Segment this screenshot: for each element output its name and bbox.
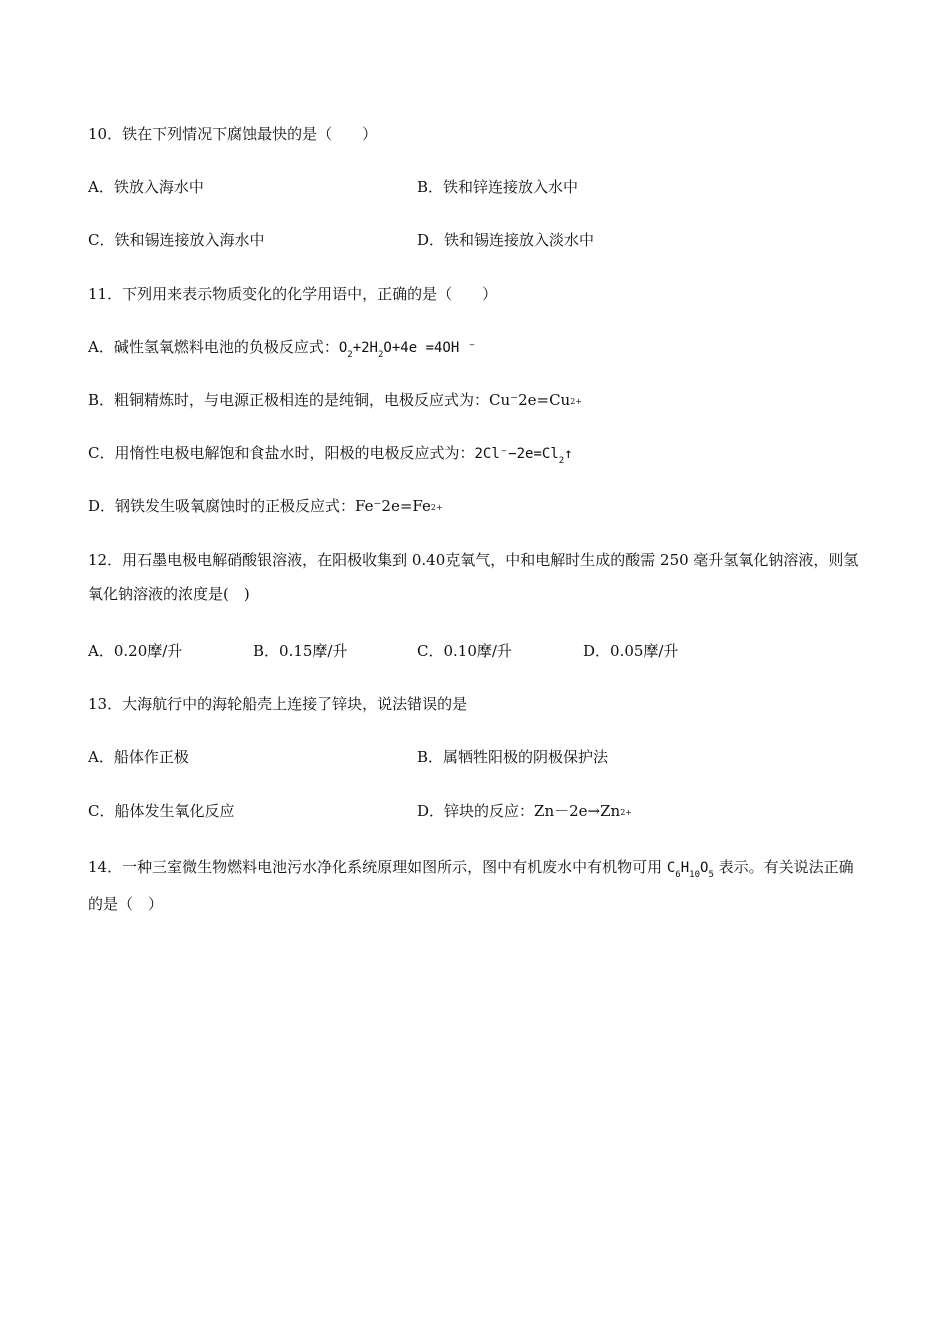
- question-13-stem: 13．大海航行中的海轮船壳上连接了锌块，说法错误的是: [88, 695, 468, 713]
- question-12-option-b: B．0.15摩/升: [253, 642, 348, 660]
- question-11-option-a: [88, 337, 476, 360]
- organic-formula: $C_6H_{10}O_5$: [666, 860, 714, 880]
- question-11-option-c: [88, 443, 573, 466]
- option-b-charge: 2+: [570, 397, 583, 406]
- question-11-option-b: [88, 390, 582, 413]
- question-10-option-a: A．铁放入海水中: [88, 178, 204, 196]
- question-12-option-a: A．0.20摩/升: [88, 642, 183, 660]
- question-13-option-a: A．船体作正极: [88, 748, 189, 766]
- question-13-option-b: B．属牺牲阳极的阴极保护法: [417, 748, 609, 766]
- question-10-option-d: D．铁和锡连接放入淡水中: [417, 231, 595, 249]
- question-10-option-b: B．铁和锌连接放入水中: [417, 178, 579, 196]
- question-12-option-d: D．0.05摩/升: [583, 642, 679, 660]
- question-12-stem: 12．用石墨电极电解硝酸银溶液，在阳极收集到 0.40克氧气，中和电解时生成的酸需 250 毫升氢氧化钠溶液，则氢氧化钠溶液的浓度是( ): [88, 551, 859, 603]
- option-d-charge: 2+: [430, 503, 443, 512]
- question-10-option-c: C．铁和锡连接放入海水中: [88, 231, 265, 249]
- option-a-formula: $O_2+2H_2O+4e =4OH$ ⁻: [338, 340, 477, 360]
- option-b-text: B．粗铜精炼时，与电源正极相连的是纯铜，电极反应式为：Cu⁻2e=Cu: [88, 391, 571, 409]
- question-10-stem: 10．铁在下列情况下腐蚀最快的是（ ）: [88, 125, 378, 143]
- option-c-prefix: C．用惰性电极电解饱和食盐水时，阳极的电极反应式为：: [88, 444, 475, 462]
- question-11-stem: 11．下列用来表示物质变化的化学用语中，正确的是（ ）: [88, 285, 498, 303]
- question-13-option-d: D．锌块的反应：Zn－2e→Zn2+: [417, 802, 632, 820]
- option-a-prefix: A．碱性氢氧燃料电池的负极反应式：: [88, 338, 339, 356]
- option-d-charge: 2+: [620, 808, 632, 817]
- question-12-option-c: C．0.10摩/升: [417, 642, 512, 660]
- option-c-formula: $2Cl^--2e=Cl_2↑$: [474, 446, 573, 466]
- question-14-stem: 14．一种三室微生物燃料电池污水净化系统原理如图所示，图中有机废水中有机物可用 $C_6H_{10}O_5$ 表示。有关说法正确的是（ ）: [88, 858, 854, 913]
- option-d-text: D．钢铁发生吸氧腐蚀时的正极反应式：Fe⁻2e=Fe: [88, 497, 431, 515]
- question-11-option-d: [88, 496, 443, 519]
- question-13-option-c: C．船体发生氧化反应: [88, 802, 235, 820]
